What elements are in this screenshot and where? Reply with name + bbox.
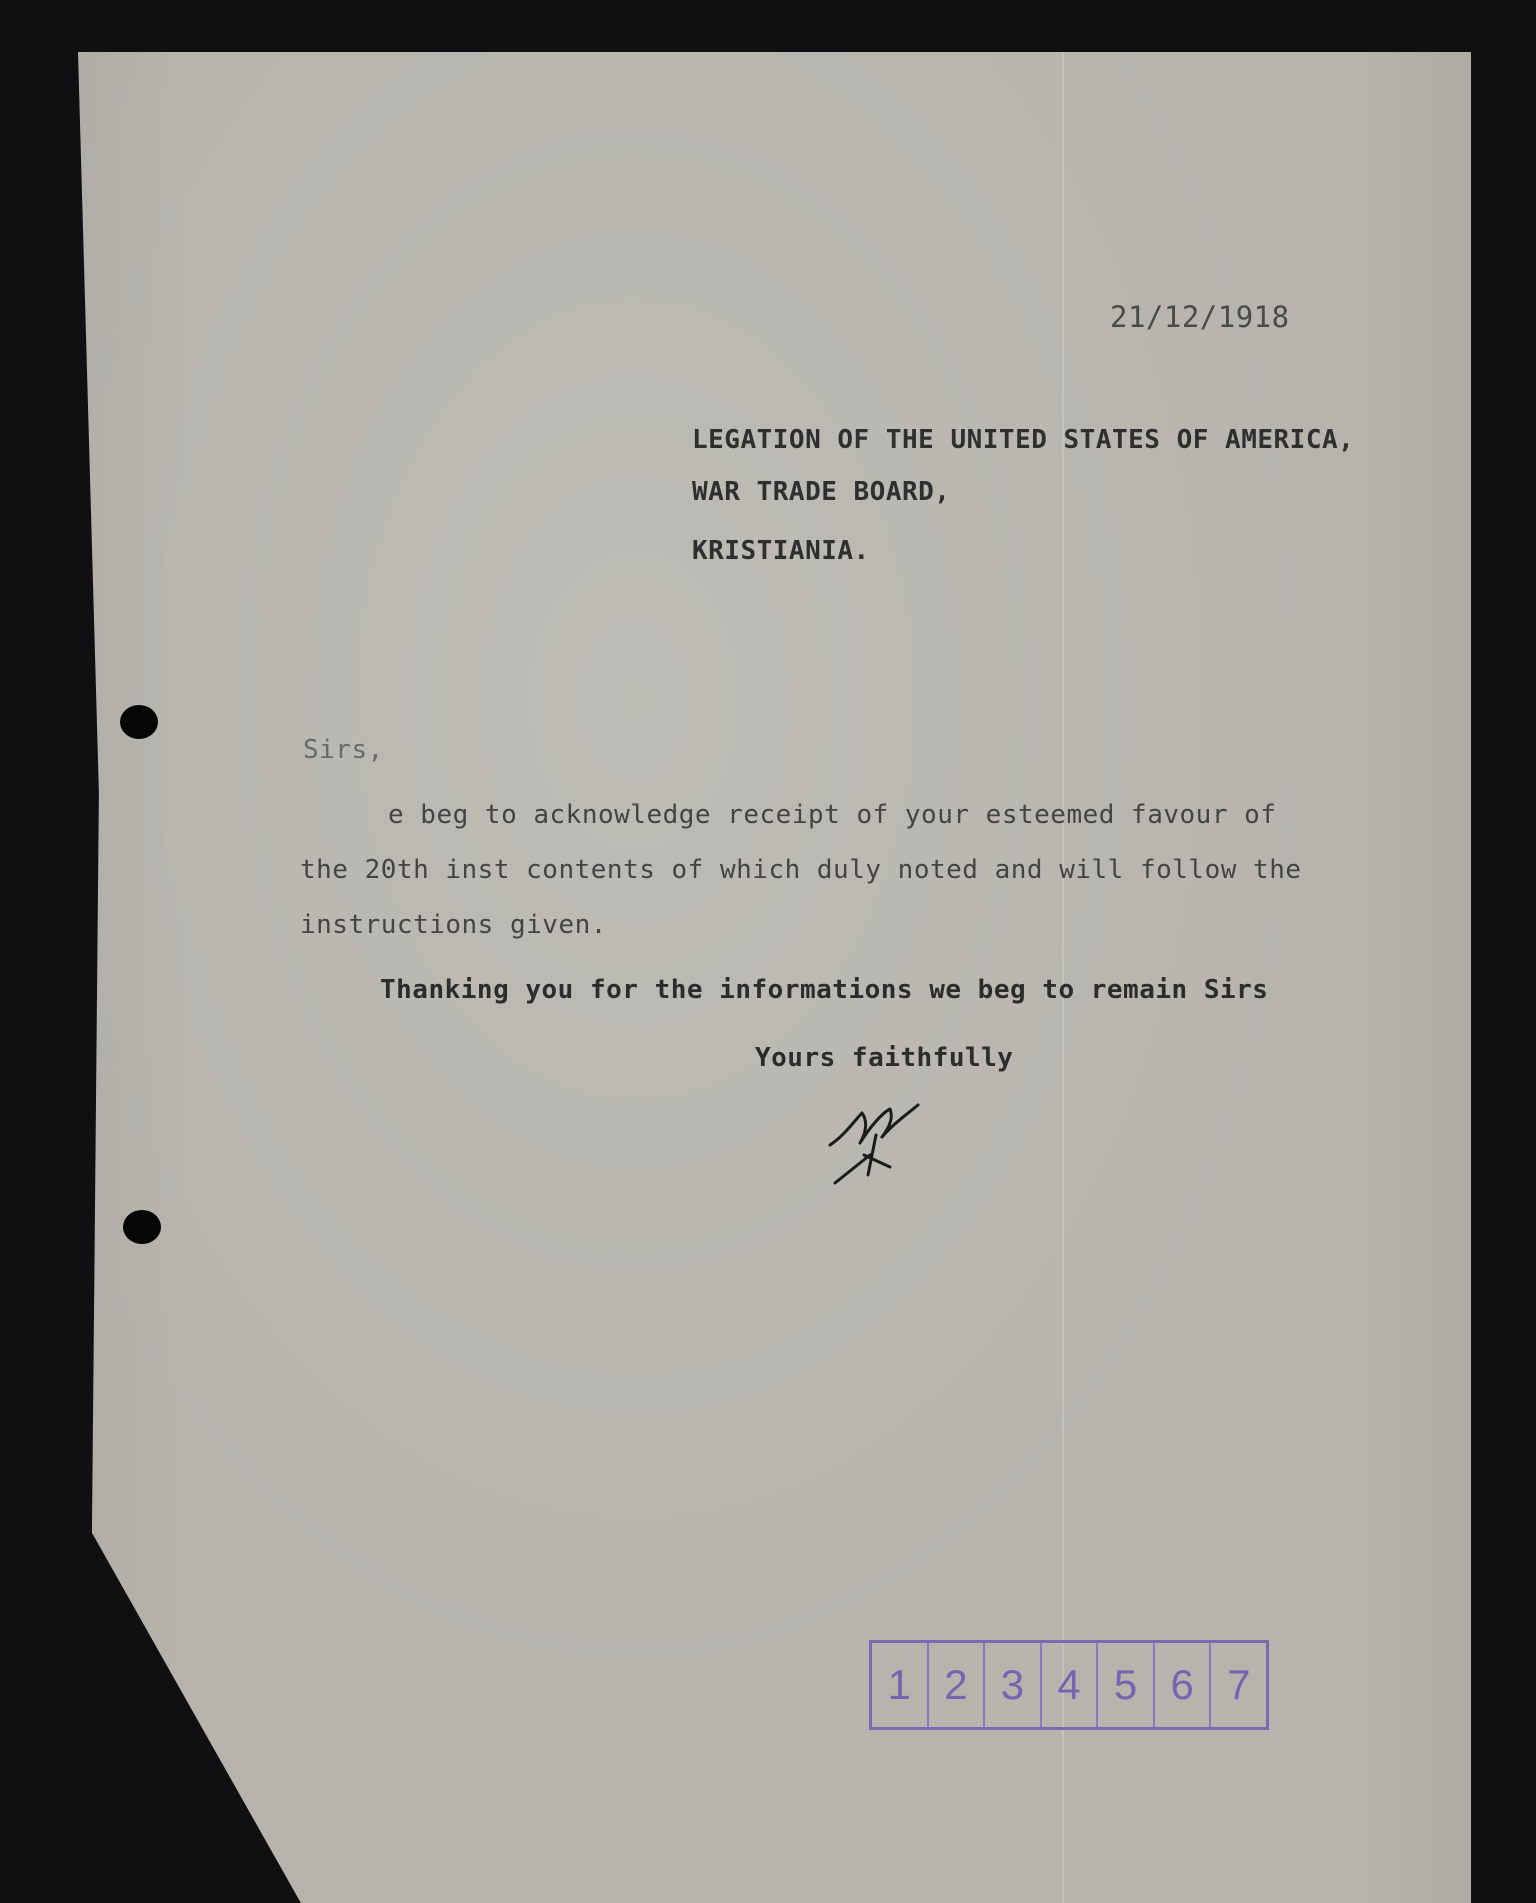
stamp-cell-6: 6 — [1153, 1643, 1210, 1727]
number-stamp — [869, 1640, 1269, 1730]
stamp-cell-7: 7 — [1209, 1643, 1266, 1727]
recipient-line-2: WAR TRADE BOARD, — [692, 477, 951, 507]
stamp-cell-1: 1 — [887, 1661, 911, 1708]
closing: Yours faithfully — [755, 1043, 1014, 1073]
stamp-cell-3: 3 — [983, 1643, 1040, 1727]
punch-hole-bottom — [123, 1210, 161, 1244]
recipient-line-3: KRISTIANIA. — [692, 536, 870, 566]
handwritten-signature — [790, 1085, 940, 1195]
stamp-cell-5: 5 — [1096, 1643, 1153, 1727]
stamp-cell-4: 4 — [1040, 1643, 1097, 1727]
salutation: Sirs, — [303, 735, 384, 765]
body-line-2: the 20th inst contents of which duly noted and will follow the — [300, 855, 1302, 885]
recipient-line-1: LEGATION OF THE UNITED STATES OF AMERICA, — [692, 425, 1355, 455]
letter-date: 21/12/1918 — [1110, 300, 1290, 334]
body-line-1: e beg to acknowledge receipt of your esteemed favour of — [388, 800, 1277, 830]
punch-hole-top — [120, 705, 158, 739]
stamp-cell-2: 2 — [927, 1643, 984, 1727]
body-line-4: Thanking you for the informations we beg to remain Sirs — [380, 975, 1269, 1005]
body-line-3: instructions given. — [300, 910, 607, 940]
